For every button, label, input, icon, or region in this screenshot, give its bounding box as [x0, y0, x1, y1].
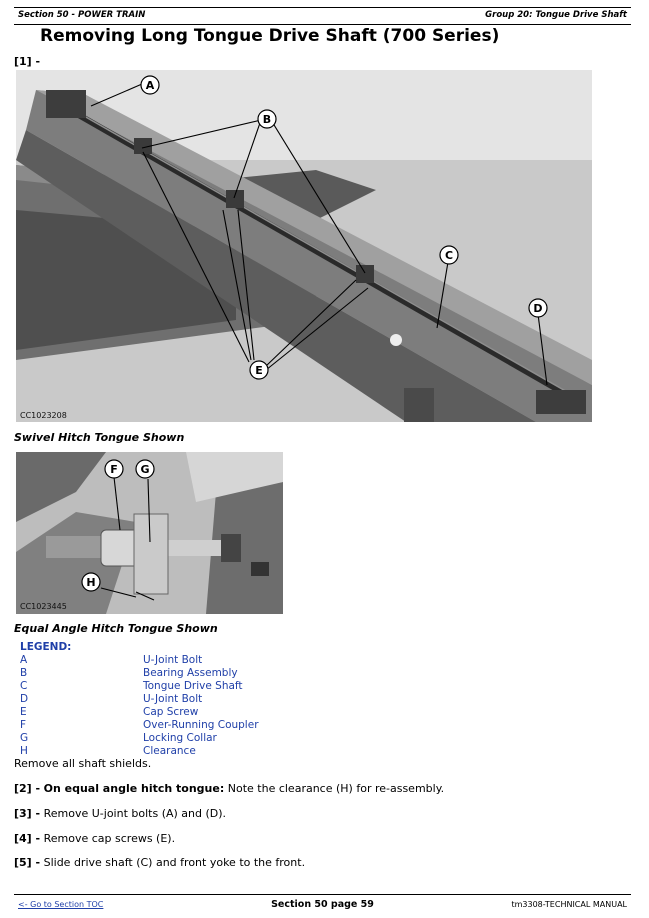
- callout-f: [105, 460, 123, 478]
- legend-key: D: [20, 693, 29, 705]
- legend-value: Cap Screw: [143, 706, 199, 718]
- step-num: [5] -: [14, 856, 41, 869]
- legend-key: E: [20, 706, 27, 718]
- legend: [20, 654, 420, 758]
- figure1-caption: Swivel Hitch Tongue Shown: [14, 431, 185, 444]
- legend-row: [20, 719, 420, 732]
- step-1-text: Remove all shaft shields.: [14, 757, 152, 770]
- legend-value: Bearing Assembly: [143, 667, 238, 679]
- step-2: [14, 782, 444, 795]
- page-number: Section 50 page 59: [271, 899, 374, 910]
- svg-text:A: A: [145, 79, 155, 92]
- legend-row: [20, 667, 420, 680]
- legend-row: [20, 654, 420, 667]
- step-text: Note the clearance (H) for re-assembly.: [224, 782, 445, 795]
- figure-swivel-hitch: [16, 70, 592, 422]
- legend-row: [20, 680, 420, 693]
- step-text: Remove cap screws (E).: [40, 832, 176, 845]
- svg-text:D: D: [533, 302, 543, 315]
- page-title: Removing Long Tongue Drive Shaft (700 Series): [40, 26, 500, 46]
- legend-row: [20, 732, 420, 745]
- svg-text:C: C: [444, 249, 454, 262]
- legend-key: B: [20, 667, 28, 679]
- legend-value: U-Joint Bolt: [143, 693, 203, 705]
- step-text: Remove U-joint bolts (A) and (D).: [40, 807, 227, 820]
- legend-value: Tongue Drive Shaft: [143, 680, 243, 692]
- callout-d: [529, 299, 547, 317]
- section-toc-link[interactable]: <- Go to Section TOC: [18, 900, 104, 909]
- callout-b: [258, 110, 276, 128]
- figure2-caption: Equal Angle Hitch Tongue Shown: [14, 622, 218, 635]
- step-num: [3] -: [14, 807, 41, 820]
- header-group: Group 20: Tongue Drive Shaft: [485, 10, 627, 20]
- step-num: [2] -: [14, 782, 41, 795]
- step-1-label: [1] -: [14, 55, 41, 68]
- step-text: Slide drive shaft (C) and front yoke to the front.: [40, 856, 306, 869]
- step-num: [4] -: [14, 832, 41, 845]
- callout-h: [82, 573, 100, 591]
- manual-id: tm3308-TECHNICAL MANUAL: [511, 900, 627, 909]
- svg-text:H: H: [86, 576, 96, 589]
- svg-text:F: F: [110, 463, 118, 476]
- legend-key: G: [20, 732, 29, 744]
- legend-value: Locking Collar: [143, 732, 217, 744]
- legend-value: Clearance: [143, 745, 196, 757]
- figure2-id: CC1023445: [20, 602, 67, 611]
- legend-value: Over-Running Coupler: [143, 719, 259, 731]
- step-emphasis: On equal angle hitch tongue:: [43, 782, 225, 795]
- page-footer: [14, 894, 631, 915]
- figure1-id: CC1023208: [20, 411, 67, 420]
- callout-e: [250, 361, 268, 379]
- svg-text:E: E: [255, 364, 263, 377]
- legend-key: H: [20, 745, 28, 757]
- callout-a: [141, 76, 159, 94]
- legend-row: [20, 706, 420, 719]
- svg-text:G: G: [140, 463, 150, 476]
- legend-row: [20, 693, 420, 706]
- page-header: [14, 7, 631, 25]
- legend-value: U-Joint Bolt: [143, 654, 203, 666]
- figure-equal-angle-hitch: [16, 452, 283, 614]
- legend-key: C: [20, 680, 28, 692]
- header-section: Section 50 - POWER TRAIN: [18, 10, 146, 20]
- legend-key: A: [20, 654, 28, 666]
- callout-g: [136, 460, 154, 478]
- step-5: [14, 856, 305, 869]
- svg-text:B: B: [262, 113, 272, 126]
- legend-title: LEGEND:: [20, 641, 72, 653]
- callout-c: [440, 246, 458, 264]
- step-4: [14, 832, 175, 845]
- legend-key: F: [20, 719, 27, 731]
- step-3: [14, 807, 226, 820]
